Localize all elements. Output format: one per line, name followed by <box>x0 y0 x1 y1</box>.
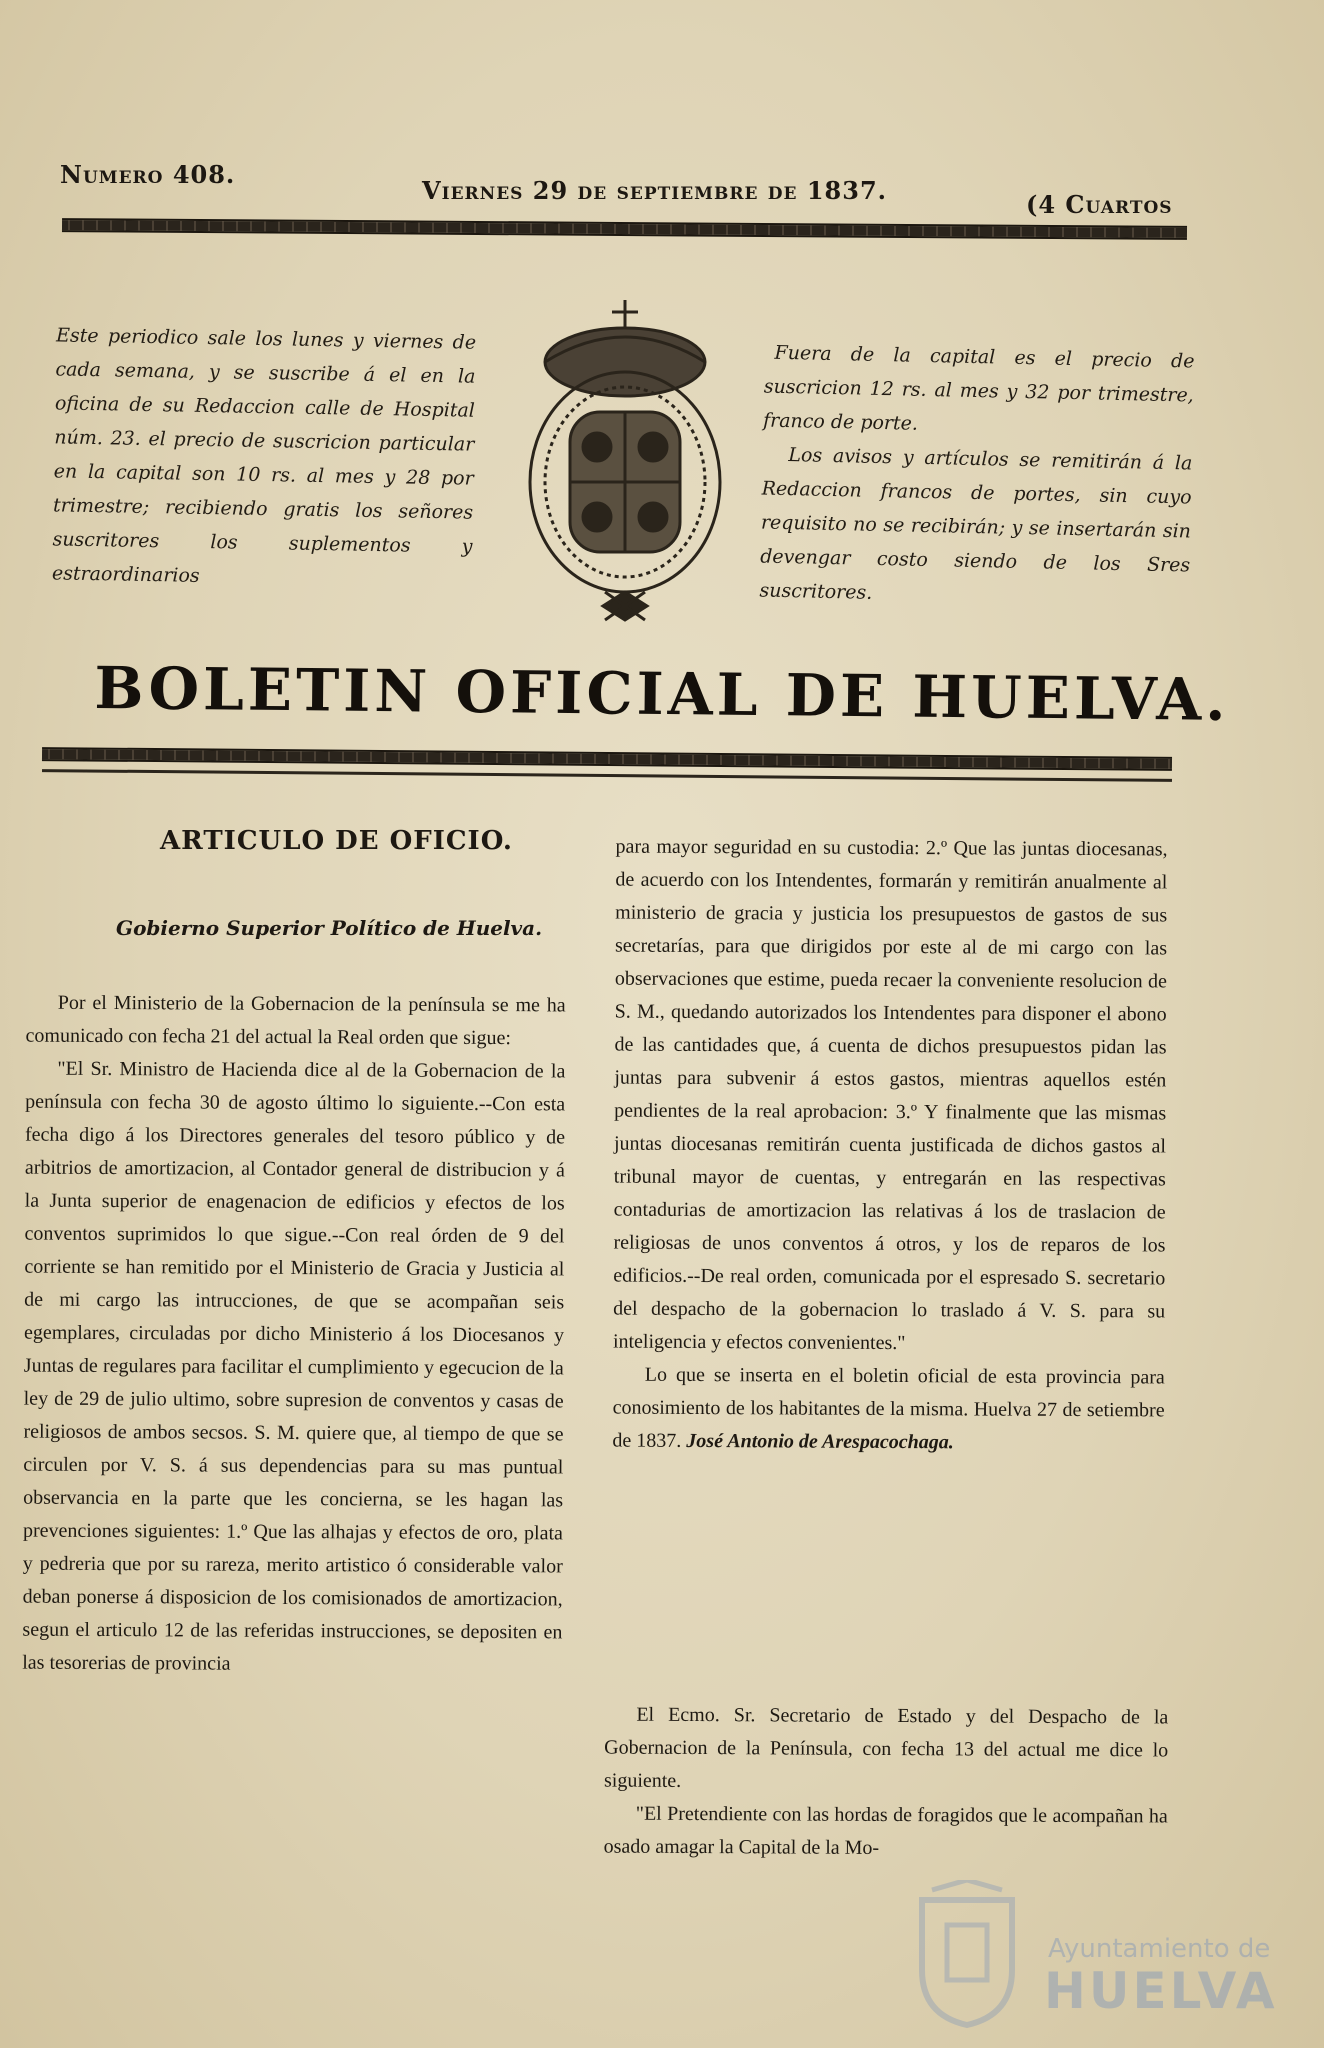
city-shield-icon <box>912 1880 1022 2030</box>
right-paragraph-2-text: Lo que se inserta en el boletin oficial de esta provincia para conosimiento de los habitantes de la misma. Huelva 27 de setiembre de 1837. <box>612 1363 1165 1452</box>
subscription-info-left: Este periodico sale los lunes y viernes de cada semana, y se suscribe á el en la oficina de su Redaccion calle de Hospital núm. 23. el precio de suscricion particular en la capital son 10 rs. al mes y 28 por trimestre; recibiendo gratis los señores suscritores los suplementos y estraordinarios <box>51 324 477 587</box>
section-subtitle: Gobierno Superior Político de Huelva. <box>116 916 543 940</box>
issue-price: (4 Cuartos <box>1026 190 1173 219</box>
price-outside-capital: Fuera de la capital es el precio de suscricion 12 rs. al mes y 32 por trimestre, franco de porte. <box>762 341 1195 435</box>
right-paragraph-1: para mayor seguridad en su custodia: 2.º Que las juntas diocesanas, de acuerdo con los Intendentes, formarán y remitirán anualmente al ministerio de gracia y justicia los presupuestos de gastos de sus secretarías, para que dirigidos por este al de mi cargo con las observaciones que estime, pueda recaer la conveniente resolucion de S. M., quedando autorizados los Intendentes para disponer el abono de las cantidades que, á cuenta de dichos presupuestos pidan las juntas para subvenir á estos gastos, mientras aquellos estén pendientes de la real aprobacion: 3.º Y finalmente que las mismas juntas diocesanas remitirán cuenta justificada de dichos gastos al tribunal mayor de cuentas, y entregarán en las respectivas contadurias de amortizacion las relativas á los de traslacion de religiosas de unos conventos á otros, y los de reparos de los edificios.--De real orden, comunicada por el espresado S. secretario del despacho de la gobernacion lo traslado á V. S. para su inteligencia y efectos convenientes." <box>612 835 1168 1355</box>
masthead-title: BOLETIN OFICIAL DE HUELVA. <box>94 654 1230 734</box>
right-paragraph-3: El Ecmo. Sr. Secretario de Estado y del Despacho de la Gobernacion de la Península, con fecha 13 del actual me dice lo siguiente. <box>603 1703 1169 1792</box>
left-paragraph-2: "El Sr. Ministro de Hacienda dice al de la Gobernacion de la península con fecha 30 de agosto último lo siguiente.--Con esta fecha digo á los Directores generales del tesoro público y de arbitrios de amortizacion, al Contador general de distribucion y á la Junta superior de enagenacion de edificios y efectos de los conventos suprimidos lo que sigue.--Con real órden de 9 del corriente se han remitido por el Ministerio de Gracia y Justicia al de mi cargo las intrucciones, de que se acompañan seis egemplares, circuladas por dicho Ministerio á los Diocesanos y Juntas de regulares para facilitar el cumplimiento y egecucion de la ley de 29 de julio ultimo, sobre supresion de conventos y casas de religiosos de ambos secsos. S. M. quiere que, al tiempo de que se circulen por V. S. á sus dependencias para su mas puntual observancia en la parte que les concierna, se les hagan las prevenciones siguientes: 1.º Que las alhajas y efectos de oro, plata y pedreria que por su rareza, merito artistico ó considerable valor deban ponerse á disposicion de los comisionados de amortizacion, segun el articulo 12 de las referidas instrucciones, se depositen en las tesorerias de provincia <box>22 1057 566 1675</box>
notices-info: Los avisos y artículos se remitirán á la Redaccion francos de portes, sin cuyo requisito no se recibirán; y se insertarán sin devengar costo siendo de los Sres suscritores. <box>759 444 1193 604</box>
right-column-second-item <box>604 1699 1169 1867</box>
right-paragraph-4: "El Pretendiente con las hordas de foragidos que le acompañan ha osado amagar la Capital de la Mo- <box>603 1802 1168 1859</box>
masthead-rule-thin <box>42 769 1172 782</box>
signature: José Antonio de Arespacochaga. <box>686 1429 954 1454</box>
section-title: ARTICULO DE OFICIO. <box>160 826 513 856</box>
right-column-text <box>612 831 1167 1461</box>
issue-number: Numero 408. <box>60 160 236 189</box>
left-paragraph-1: Por el Ministerio de la Gobernacion de la península se me ha comunicado con fecha 21 del actual la Real orden que sigue: <box>25 991 566 1050</box>
watermark-line2: HUELVA <box>1044 1962 1278 2020</box>
issue-date: Viernes 29 de septiembre de 1837. <box>422 176 888 205</box>
right-paragraph-2 <box>612 1359 1165 1461</box>
watermark-line1: Ayuntamiento de <box>1048 1934 1271 1964</box>
masthead-rule <box>42 747 1172 771</box>
left-column-text <box>22 987 566 1683</box>
header-rule <box>62 218 1187 240</box>
subscription-info-right <box>759 336 1195 617</box>
royal-crest-icon <box>500 292 750 637</box>
